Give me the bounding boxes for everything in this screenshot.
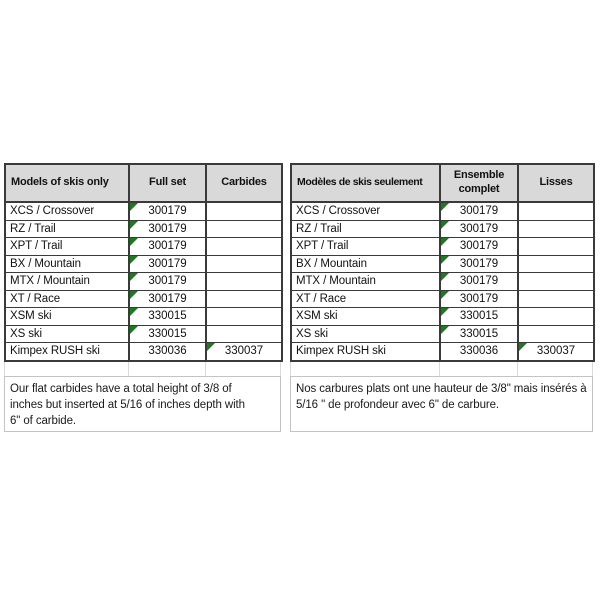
model-name-cell: XT / Race <box>5 290 129 308</box>
part-number-value: 330015 <box>148 327 187 340</box>
note-fr-line: 5/16 " de profondeur avec 6" de carbure. <box>296 398 499 411</box>
part-number-cell <box>206 273 282 291</box>
column-header-lisses: Lisses <box>518 164 594 202</box>
green-corner-flag-icon <box>441 203 449 211</box>
part-number-cell <box>440 255 518 273</box>
column-header-full-set: Full set <box>129 164 206 202</box>
model-name-cell: XT / Race <box>291 290 440 308</box>
part-number-cell <box>206 238 282 256</box>
part-number-cell <box>206 290 282 308</box>
part-number-cell <box>206 325 282 343</box>
table-row <box>291 255 594 273</box>
part-number-cell <box>129 325 206 343</box>
model-name-cell: BX / Mountain <box>5 255 129 273</box>
table-row <box>5 343 282 361</box>
green-corner-flag-icon <box>441 221 449 229</box>
model-name-cell: RZ / Trail <box>291 220 440 238</box>
part-number-value: 330015 <box>459 327 499 340</box>
part-number-value: 300179 <box>148 275 187 288</box>
part-number-cell <box>129 255 206 273</box>
model-name-cell: RZ / Trail <box>5 220 129 238</box>
part-number-cell <box>129 343 206 361</box>
note-en <box>4 376 281 432</box>
green-corner-flag-icon <box>519 343 527 351</box>
model-name-cell: XPT / Trail <box>5 238 129 256</box>
ski-models-table-fr <box>290 163 595 362</box>
table-row <box>291 238 594 256</box>
note-en-line: Our flat carbides have a total height of 3/8 of <box>10 382 232 395</box>
part-number-cell <box>129 290 206 308</box>
model-name-cell: XPT / Trail <box>291 238 440 256</box>
green-corner-flag-icon <box>207 343 215 351</box>
green-corner-flag-icon <box>441 238 449 246</box>
model-name-cell: XCS / Crossover <box>291 202 440 220</box>
green-corner-flag-icon <box>130 238 138 246</box>
part-number-cell <box>129 220 206 238</box>
model-name-cell: MTX / Mountain <box>5 273 129 291</box>
note-fr <box>290 376 593 432</box>
header-row <box>5 164 282 202</box>
part-number-value: 330015 <box>148 310 187 323</box>
model-name-cell: XCS / Crossover <box>5 202 129 220</box>
table-row <box>5 255 282 273</box>
table-row <box>5 273 282 291</box>
column-header-models-en: Models of skis only <box>5 164 129 202</box>
part-number-cell <box>440 325 518 343</box>
table-row <box>291 343 594 361</box>
part-number-cell <box>206 308 282 326</box>
part-number-cell <box>129 202 206 220</box>
part-number-cell <box>206 343 282 361</box>
part-number-cell <box>206 255 282 273</box>
green-corner-flag-icon <box>130 291 138 299</box>
table-row <box>291 308 594 326</box>
spreadsheet-gap-row <box>4 362 281 376</box>
table-row <box>291 220 594 238</box>
note-fr-line: Nos carbures plats ont une hauteur de 3/8" mais insérés à <box>296 382 587 395</box>
gridline <box>290 362 291 376</box>
part-number-cell <box>440 238 518 256</box>
part-number-cell <box>440 220 518 238</box>
part-number-value: 300179 <box>148 240 187 253</box>
green-corner-flag-icon <box>441 291 449 299</box>
part-number-cell <box>518 238 594 256</box>
header-row <box>291 164 594 202</box>
part-number-value: 330037 <box>536 345 576 358</box>
part-number-value: 300179 <box>148 292 187 305</box>
part-number-cell <box>518 255 594 273</box>
green-corner-flag-icon <box>441 308 449 316</box>
green-corner-flag-icon <box>130 273 138 281</box>
model-name-cell: XS ski <box>5 325 129 343</box>
spreadsheet-gap-row <box>290 362 593 376</box>
part-number-cell <box>518 325 594 343</box>
model-name-cell: Kimpex RUSH ski <box>291 343 440 361</box>
green-corner-flag-icon <box>130 203 138 211</box>
green-corner-flag-icon <box>130 221 138 229</box>
part-number-value: 330015 <box>459 310 499 323</box>
part-number-cell <box>440 273 518 291</box>
model-name-cell: MTX / Mountain <box>291 273 440 291</box>
part-number-cell <box>440 308 518 326</box>
green-corner-flag-icon <box>441 256 449 264</box>
note-en-line: inches but inserted at 5/16 of inches depth with <box>10 398 245 411</box>
part-number-cell <box>440 290 518 308</box>
part-number-value: 330036 <box>148 345 187 358</box>
column-header-carbides: Carbides <box>206 164 282 202</box>
green-corner-flag-icon <box>130 256 138 264</box>
table-row <box>291 325 594 343</box>
part-number-cell <box>129 308 206 326</box>
part-number-value: 300179 <box>459 205 499 218</box>
part-number-cell <box>518 202 594 220</box>
model-name-cell: BX / Mountain <box>291 255 440 273</box>
green-corner-flag-icon <box>130 326 138 334</box>
ski-models-table-en <box>4 163 283 362</box>
note-en-line: 6" of carbide. <box>10 414 76 427</box>
model-name-cell: XSM ski <box>291 308 440 326</box>
part-number-cell <box>129 273 206 291</box>
part-number-cell <box>206 202 282 220</box>
part-number-cell <box>518 220 594 238</box>
part-number-value: 300179 <box>459 292 499 305</box>
part-number-cell <box>518 273 594 291</box>
gridline <box>439 362 440 376</box>
part-number-value: 300179 <box>148 205 187 218</box>
gridline <box>592 362 593 376</box>
part-number-cell <box>440 343 518 361</box>
table-row <box>5 220 282 238</box>
panel-french <box>290 163 593 432</box>
gridline <box>4 362 5 376</box>
column-header-ensemble-complet: Ensemble complet <box>440 164 518 202</box>
table-row <box>5 290 282 308</box>
green-corner-flag-icon <box>441 326 449 334</box>
table-row <box>5 202 282 220</box>
part-number-cell <box>518 290 594 308</box>
model-name-cell: XS ski <box>291 325 440 343</box>
table-row <box>5 238 282 256</box>
gridline <box>128 362 129 376</box>
part-number-cell <box>206 220 282 238</box>
gridline <box>517 362 518 376</box>
panel-english <box>4 163 281 432</box>
part-number-value: 330037 <box>224 345 264 358</box>
part-number-cell <box>518 308 594 326</box>
part-number-cell <box>440 202 518 220</box>
part-number-cell <box>518 343 594 361</box>
green-corner-flag-icon <box>130 308 138 316</box>
green-corner-flag-icon <box>441 273 449 281</box>
table-row <box>5 325 282 343</box>
part-number-value: 300179 <box>459 240 499 253</box>
part-number-value: 330036 <box>459 345 499 358</box>
column-header-models-fr: Modèles de skis seulement <box>291 164 440 202</box>
part-number-value: 300179 <box>459 257 499 270</box>
part-number-value: 300179 <box>459 222 499 235</box>
table-row <box>291 273 594 291</box>
model-name-cell: XSM ski <box>5 308 129 326</box>
table-row <box>5 308 282 326</box>
part-number-value: 300179 <box>148 222 187 235</box>
table-row <box>291 202 594 220</box>
gridline <box>280 362 281 376</box>
gridline <box>205 362 206 376</box>
model-name-cell: Kimpex RUSH ski <box>5 343 129 361</box>
table-row <box>291 290 594 308</box>
part-number-cell <box>129 238 206 256</box>
part-number-value: 300179 <box>459 275 499 288</box>
part-number-value: 300179 <box>148 257 187 270</box>
